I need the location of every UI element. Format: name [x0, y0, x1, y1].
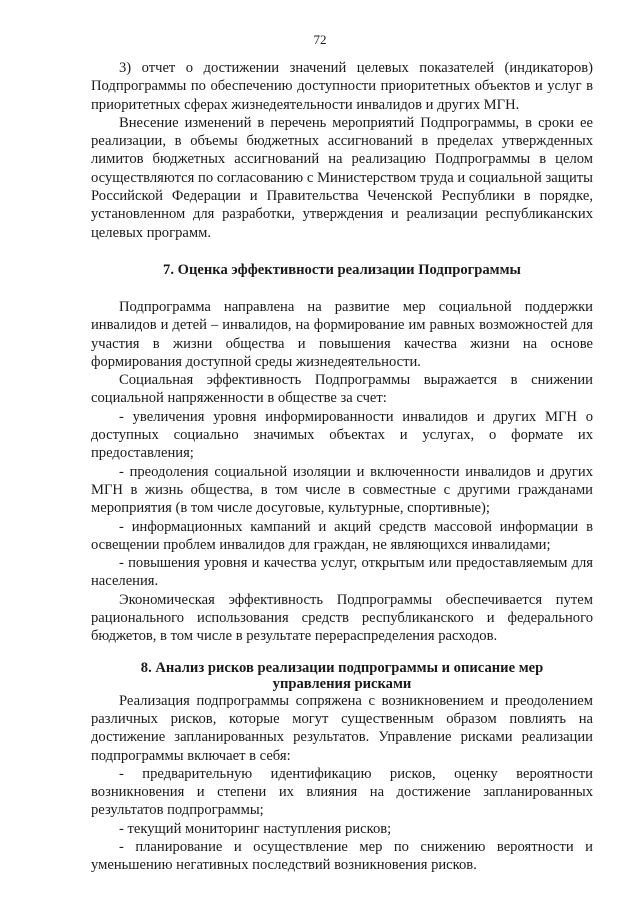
paragraph: Экономическая эффективность Подпрограммы обеспечивается путем рационального использования средств республиканского и федерального бюджетов, в том числе в результате перераспределения расходов.: [91, 591, 593, 645]
list-item: - преодоления социальной изоляции и включенности инвалидов и других МГН в жизнь общества, в том числе в совместные с другими гражданами мероприятия (в том числе досуговые, культурные, спортивные);: [91, 463, 593, 517]
section-7-heading: 7. Оценка эффективности реализации Подпрограммы: [163, 261, 521, 278]
list-item: - предварительную идентификацию рисков, оценку вероятности возникновения и степени их влияния на достижение запланированных результатов подпрограммы;: [91, 765, 593, 819]
section-8-heading-line1: 8. Анализ рисков реализации подпрограммы и описание мер: [140, 659, 544, 676]
page-number: 72: [313, 32, 327, 47]
list-item: - текущий мониторинг наступления рисков;: [119, 820, 392, 837]
paragraph: Подпрограмма направлена на развитие мер социальной поддержки инвалидов и детей – инвалидов, на формирование им равных возможностей для участия в жизни общества и повышения качества жизни на основе формирования доступной среды жизнедеятельности.: [91, 298, 593, 370]
list-item: - увеличения уровня информированности инвалидов и других МГН о доступных социально значимых объектах и услугах, о формате их предоставления;: [91, 408, 593, 462]
section-8-heading: [91, 660, 593, 692]
paragraph: 3) отчет о достижении значений целевых показателей (индикаторов) Подпрограммы по обеспечению доступности приоритетных объектов и услуг в приоритетных сферах жизнедеятельности инвалидов и других МГН.: [91, 60, 593, 113]
paragraph: Социальная эффективность Подпрограммы выражается в снижении социальной напряженности в обществе за счет:: [91, 372, 593, 407]
list-item: - информационных кампаний и акций средств массовой информации в освещении проблем инвалидов для граждан, не являющихся инвалидами;: [91, 518, 593, 553]
page-content: [91, 59, 593, 875]
list-item: - планирование и осуществление мер по снижению вероятности и уменьшению негативных последствий возникновения рисков.: [91, 838, 593, 874]
section-8-heading-line2: управления рисками: [272, 675, 412, 692]
paragraph: Реализация подпрограммы сопряжена с возникновением и преодолением различных рисков, которые могут существенным образом повлиять на достижение запланированных результатов. Управление рисками реализации подпрограммы включает в себя:: [91, 692, 593, 764]
paragraph: Внесение изменений в перечень мероприятий Подпрограммы, в сроки ее реализации, в объемы бюджетных ассигнований в пределах утвержденных лимитов бюджетных ассигнований на реализацию Подпрограммы в целом осуществляются по согласованию с Министерством труда и социальной защиты Российской Федерации и Правительства Чеченской Республики в порядке, установленном для разработки, утверждения и реализации республиканских целевых программ.: [91, 114, 593, 241]
list-item: - повышения уровня и качества услуг, открытым или предоставляемым для населения.: [91, 555, 593, 590]
